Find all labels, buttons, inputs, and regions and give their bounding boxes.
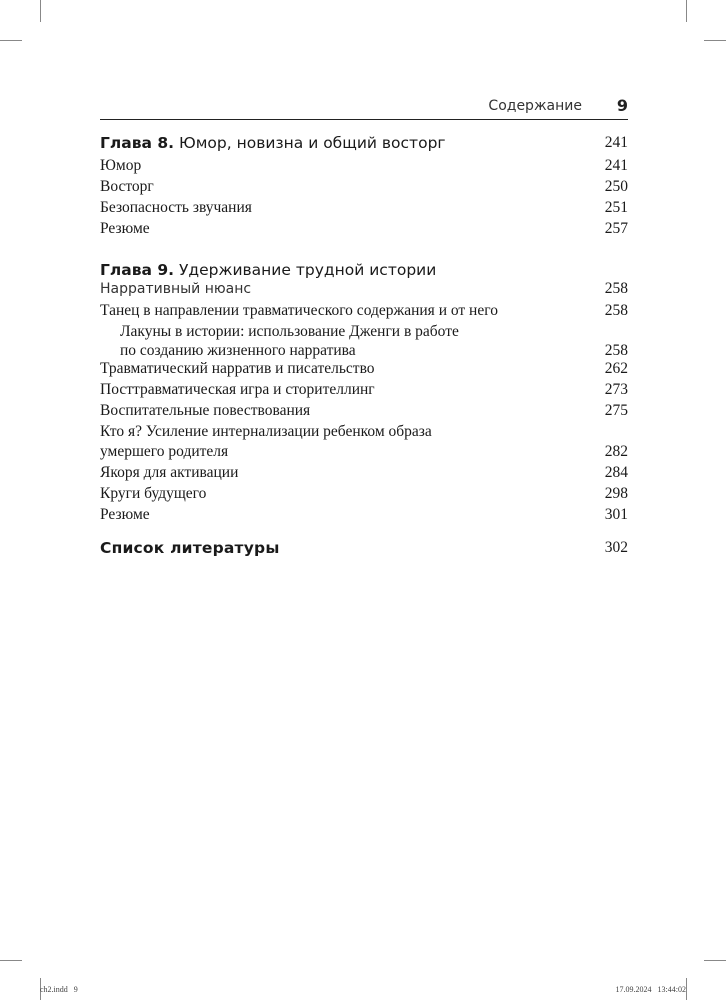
- toc-entry[interactable]: [100, 198, 628, 218]
- toc-page: 258: [604, 302, 628, 319]
- crop-mark: [40, 0, 41, 22]
- toc-page: 302: [604, 539, 628, 556]
- toc-entry-title: Юмор: [100, 157, 142, 174]
- toc-entry-title: Круги будущего: [100, 485, 207, 502]
- toc-bibliography[interactable]: [100, 538, 628, 558]
- toc-page: 262: [604, 360, 628, 377]
- toc-entry[interactable]: [100, 301, 628, 321]
- crop-mark: [686, 0, 687, 22]
- toc-entry-title: Резюме: [100, 220, 150, 237]
- toc-page: 282: [604, 443, 628, 460]
- toc-page: 284: [604, 464, 628, 481]
- toc-entry[interactable]: [100, 219, 628, 239]
- toc-entry[interactable]: [100, 484, 628, 504]
- running-head-title: Содержание: [488, 98, 582, 114]
- toc-entry-title: Воспитательные повествования: [100, 402, 311, 419]
- toc-entry[interactable]: [100, 279, 628, 299]
- crop-mark: [686, 978, 687, 1000]
- slug-file: ch2.indd 9: [40, 985, 78, 994]
- toc-entry-title: Танец в направлении травматического содержания и от него: [100, 302, 498, 319]
- toc-entry-title: Резюме: [100, 506, 150, 523]
- toc-entry-line1[interactable]: [100, 322, 628, 342]
- toc-page: 275: [604, 402, 628, 419]
- toc-entry-title: Восторг: [100, 178, 154, 195]
- toc-page: 257: [604, 220, 628, 237]
- toc-entry[interactable]: [100, 156, 628, 176]
- toc-entry-title: Лакуны в истории: использование Дженги в работе: [120, 323, 459, 340]
- chapter-title: Удерживание трудной истории: [178, 261, 437, 279]
- toc-entry-title: по созданию жизненного нарратива: [120, 342, 356, 359]
- bibliography-title: Список литературы: [100, 539, 280, 557]
- toc-entry[interactable]: [100, 505, 628, 525]
- chapter-label: Глава 9.: [100, 261, 175, 279]
- crop-mark: [0, 960, 22, 961]
- toc-page: 301: [604, 506, 628, 523]
- toc-entry[interactable]: [100, 359, 628, 379]
- toc-entry[interactable]: [100, 401, 628, 421]
- crop-mark: [704, 40, 726, 41]
- toc-page: 258: [604, 280, 628, 297]
- toc-entry[interactable]: [100, 380, 628, 400]
- toc-page: 241: [604, 157, 628, 174]
- chapter-title: Юмор, новизна и общий восторг: [178, 134, 446, 152]
- toc-entry-line2[interactable]: [100, 442, 628, 462]
- toc-entry-title: Якоря для активации: [100, 464, 239, 481]
- running-head: [100, 96, 628, 118]
- toc-page: 258: [604, 342, 628, 359]
- toc-entry-title: Травматический нарратив и писательство: [100, 360, 375, 377]
- toc-entry[interactable]: [100, 463, 628, 483]
- crop-mark: [0, 40, 22, 41]
- toc-page: 250: [604, 178, 628, 195]
- toc-page: 298: [604, 485, 628, 502]
- toc-entry[interactable]: [100, 177, 628, 197]
- crop-mark: [704, 960, 726, 961]
- header-rule: [100, 119, 628, 120]
- chapter-label: Глава 8.: [100, 134, 175, 152]
- toc-entry-title: Нарративный нюанс: [100, 281, 252, 297]
- toc-chapter-8[interactable]: [100, 133, 628, 153]
- toc-chapter-9[interactable]: [100, 260, 628, 280]
- toc-entry-line2[interactable]: [100, 341, 628, 361]
- toc-page: 241: [604, 134, 628, 151]
- toc-entry-line1[interactable]: [100, 422, 628, 442]
- slug-timestamp: 17.09.2024 13:44:02: [615, 985, 686, 994]
- toc-page: 273: [604, 381, 628, 398]
- page-number: 9: [616, 96, 628, 115]
- toc-page: 251: [604, 199, 628, 216]
- toc-entry-title: Безопасность звучания: [100, 199, 252, 216]
- toc-entry-title: умершего родителя: [100, 443, 229, 460]
- toc-entry-title: Посттравматическая игра и сторителлинг: [100, 381, 375, 398]
- toc-entry-title: Кто я? Усиление интернализации ребенком образа: [100, 423, 432, 440]
